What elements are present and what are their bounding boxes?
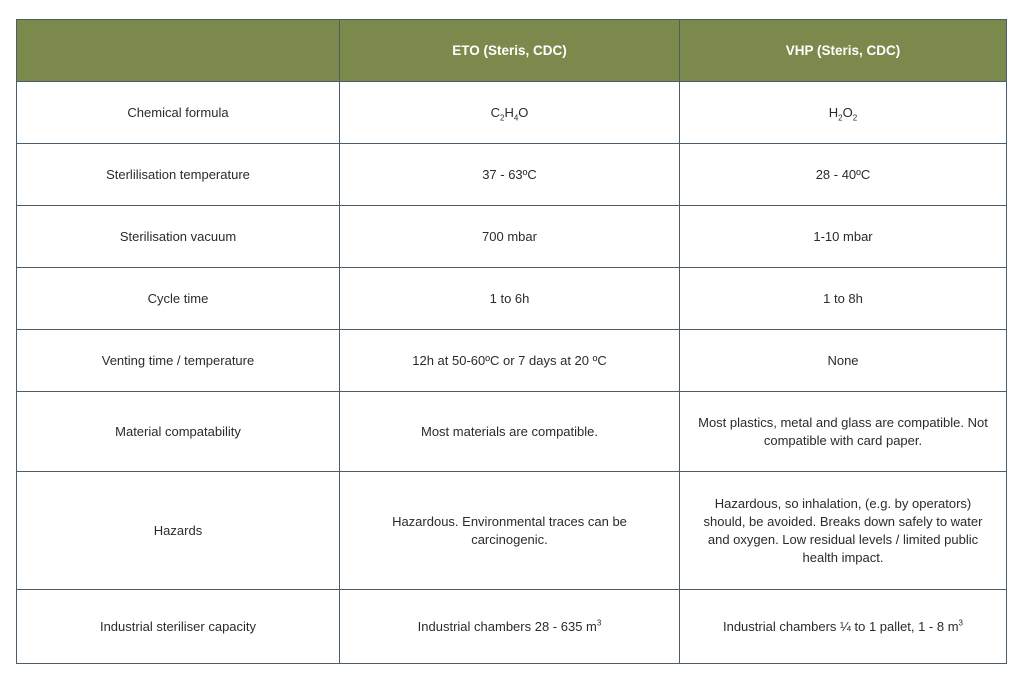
row-sterilisation-temperature (17, 144, 1007, 206)
row-label: Industrial steriliser capacity (17, 590, 340, 664)
row-chemical-formula (17, 82, 1007, 144)
vhp-cell: 28 - 40ºC (680, 144, 1007, 206)
formula-part: C (490, 104, 500, 120)
row-sterilisation-vacuum (17, 206, 1007, 268)
row-label: Material compatability (17, 392, 340, 472)
header-vhp: VHP (Steris, CDC) (680, 20, 1007, 82)
eto-cell: 37 - 63ºC (340, 144, 680, 206)
formula-part: O (518, 104, 529, 120)
header-corner (17, 20, 340, 82)
vhp-cell: Most plastics, metal and glass are compatible. Not compatible with card paper. (680, 392, 1007, 472)
formula-subscript: 2 (852, 113, 858, 123)
row-label: Hazards (17, 472, 340, 590)
vhp-formula (680, 82, 1007, 144)
row-label: Sterlilisation temperature (17, 144, 340, 206)
eto-formula (340, 82, 680, 144)
row-label: Chemical formula (17, 82, 340, 144)
formula-subscript: 2 (499, 113, 505, 123)
eto-cell: 1 to 6h (340, 268, 680, 330)
row-label: Venting time / temperature (17, 330, 340, 392)
row-material-compatability (17, 392, 1007, 472)
row-industrial-capacity (17, 590, 1007, 664)
row-venting (17, 330, 1007, 392)
formula-subscript: 2 (838, 113, 843, 123)
eto-cell: Hazardous. Environmental traces can be carcinogenic. (340, 472, 680, 590)
capacity-text: Industrial chambers 28 - 635 m (417, 618, 597, 634)
vhp-cell: Hazardous, so inhalation, (e.g. by operators) should, be avoided. Breaks down safely to water and oxygen. Low residual levels / limited public health impact. (680, 472, 1007, 590)
eto-capacity (340, 590, 680, 664)
eto-cell: 12h at 50-60ºC or 7 days at 20 ºC (340, 330, 680, 392)
eto-cell: Most materials are compatible. (340, 392, 680, 472)
header-row (17, 20, 1007, 82)
vhp-cell: None (680, 330, 1007, 392)
comparison-table-container (16, 19, 1007, 664)
formula-subscript: 4 (513, 113, 519, 123)
row-label: Sterilisation vacuum (17, 206, 340, 268)
row-label: Cycle time (17, 268, 340, 330)
vhp-capacity (680, 590, 1007, 664)
capacity-superscript: 3 (958, 618, 963, 628)
vhp-cell: 1 to 8h (680, 268, 1007, 330)
capacity-text: Industrial chambers ¼ to 1 pallet, 1 - 8 m (722, 618, 959, 634)
eto-cell: 700 mbar (340, 206, 680, 268)
vhp-cell: 1-10 mbar (680, 206, 1007, 268)
formula-part: H (828, 104, 839, 120)
row-hazards (17, 472, 1007, 590)
header-eto: ETO (Steris, CDC) (340, 20, 680, 82)
row-cycle-time (17, 268, 1007, 330)
sterilisation-comparison-table (16, 19, 1007, 664)
capacity-superscript: 3 (596, 618, 602, 628)
formula-part: H (504, 104, 514, 120)
formula-part: O (842, 104, 853, 120)
